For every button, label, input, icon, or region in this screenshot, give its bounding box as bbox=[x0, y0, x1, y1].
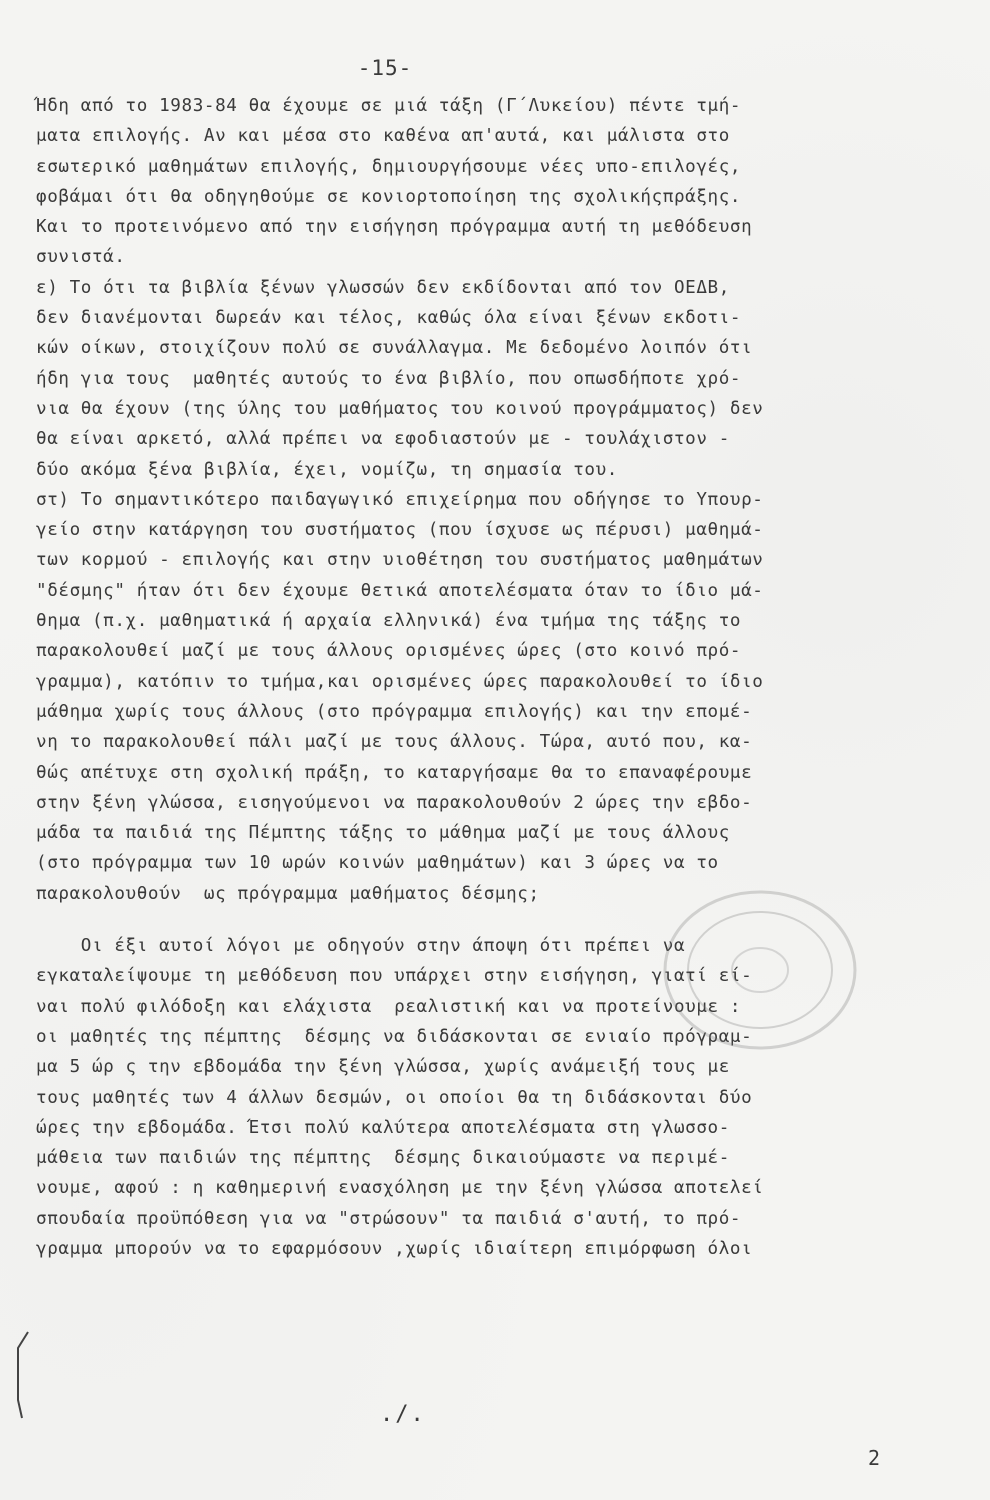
text-line: γείο στην κατάργηση του συστήματος (που ίσχυσε ως πέρυσι) μαθημά- bbox=[36, 520, 764, 541]
text-line: σπουδαία προϋπόθεση για να "στρώσουν" τα παιδιά σ'αυτή, το πρό- bbox=[36, 1208, 742, 1229]
text-line: παρακολουθεί μαζί με τους άλλους ορισμένες ώρες (στο κοινό πρό- bbox=[36, 641, 742, 662]
body-text bbox=[36, 91, 941, 1264]
margin-mark-icon bbox=[10, 1330, 34, 1420]
text-line: νουμε, αφού : η καθημερινή ενασχόληση με την ξένη γλώσσα αποτελεί bbox=[36, 1178, 764, 1199]
text-line: κών οίκων, στοιχίζουν πολύ σε συνάλλαγμα. Με δεδομένο λοιπόν ότι bbox=[36, 338, 753, 359]
text-line: στην ξένη γλώσσα, εισηγούμενοι να παρακολουθούν 2 ώρες την εβδο- bbox=[36, 792, 753, 813]
text-line: ε) Το ότι τα βιβλία ξένων γλωσσών δεν εκδίδονται από τον ΟΕΔΒ, bbox=[36, 277, 730, 298]
text-line: παρακολουθούν ως πρόγραμμα μαθήματος δέσμης; bbox=[36, 883, 540, 904]
text-line: δύο ακόμα ξένα βιβλία, έχει, νομίζω, τη σημασία του. bbox=[36, 459, 619, 480]
page-number: -15- bbox=[357, 56, 413, 80]
text-line: μα 5 ώρ ς την εβδομάδα την ξένη γλώσσα, χωρίς ανάμειξή τους με bbox=[36, 1057, 730, 1078]
text-line: μάθημα χωρίς τους άλλους (στο πρόγραμμα επιλογής) και την επομέ- bbox=[36, 701, 753, 722]
text-line: οι μαθητές της πέμπτης δέσμης να διδάσκονται σε ενιαίο πρόγραμ- bbox=[36, 1026, 753, 1047]
text-line: "δέσμης" ήταν ότι δεν έχουμε θετικά αποτελέσματα όταν το ίδιο μά- bbox=[36, 580, 764, 601]
sheet-number: 2 bbox=[868, 1446, 883, 1470]
text-line: ώρες την εβδομάδα. Έτσι πολύ καλύτερα αποτελέσματα στη γλωσσο- bbox=[36, 1117, 730, 1138]
text-line: ήδη για τους μαθητές αυτούς το ένα βιβλίο, που οπωσδήποτε χρό- bbox=[36, 368, 742, 389]
text-line: θώς απέτυχε στη σχολική πράξη, το καταργήσαμε θα το επαναφέρουμε bbox=[36, 762, 753, 783]
text-line: (στο πρόγραμμα των 10 ωρών κοινών μαθημάτων) και 3 ώρες να το bbox=[36, 853, 719, 874]
text-line: συνιστά. bbox=[36, 247, 126, 268]
faded-stamp-icon bbox=[650, 880, 870, 1060]
text-line: εσωτερικό μαθημάτων επιλογής, δημιουργήσουμε νέες υπο-επιλογές, bbox=[36, 156, 742, 177]
text-line: νια θα έχουν (της ύλης του μαθήματος του κοινού προγράμματος) δεν bbox=[36, 398, 764, 419]
text-line: εγκαταλείψουμε τη μεθόδευση που υπάρχει στην εισήγηση, γιατί εί- bbox=[36, 966, 753, 987]
text-line: τους μαθητές των 4 άλλων δεσμών, οι οποίοι θα τη διδάσκονται δύο bbox=[36, 1087, 753, 1108]
text-line: μάδα τα παιδιά της Πέμπτης τάξης το μάθημα μαζί με τους άλλους bbox=[36, 823, 730, 844]
text-line: Και το προτεινόμενο από την εισήγηση πρόγραμμα αυτή τη μεθόδευση bbox=[36, 217, 753, 238]
text-line: μάθεια των παιδιών της πέμπτης δέσμης δικαιούμαστε να περιμέ- bbox=[36, 1148, 730, 1169]
continuation-mark: ./. bbox=[380, 1402, 426, 1427]
text-line: στ) Το σημαντικότερο παιδαγωγικό επιχείρημα που οδήγησε το Υπουρ- bbox=[36, 489, 764, 510]
text-line: ματα επιλογής. Αν και μέσα στο καθένα απ'αυτά, και μάλιστα στο bbox=[36, 126, 730, 147]
text-line: των κορμού - επιλογής και στην υιοθέτηση του συστήματος μαθημάτων bbox=[36, 550, 764, 571]
text-line: θα είναι αρκετό, αλλά πρέπει να εφοδιαστούν με - τουλάχιστον - bbox=[36, 429, 730, 450]
text-line: γραμμα), κατόπιν το τμήμα,και ορισμένες ώρες παρακολουθεί το ίδιο bbox=[36, 671, 764, 692]
text-line: δεν διανέμονται δωρεάν και τέλος, καθώς όλα είναι ξένων εκδοτι- bbox=[36, 308, 742, 329]
text-line: θημα (π.χ. μαθηματικά ή αρχαία ελληνικά) ένα τμήμα της τάξης το bbox=[36, 611, 742, 632]
text-line: νη το παρακολουθεί πάλι μαζί με τους άλλους. Τώρα, αυτό που, κα- bbox=[36, 732, 753, 753]
text-line: Οι έξι αυτοί λόγοι με οδηγούν στην άποψη ότι πρέπει να bbox=[36, 936, 686, 957]
text-line: γραμμα μπορούν να το εφαρμόσουν ,χωρίς ιδιαίτερη επιμόρφωση όλοι bbox=[36, 1238, 753, 1259]
text-line: Ήδη από το 1983-84 θα έχουμε σε μιά τάξη (Γ΄Λυκείου) πέντε τμή- bbox=[36, 96, 742, 116]
text-line: ναι πολύ φιλόδοξη και ελάχιστα ρεαλιστική και να προτείνουμε : bbox=[36, 996, 742, 1017]
text-line: φοβάμαι ότι θα οδηγηθούμε σε κονιορτοποίηση της σχολικήςπράξης. bbox=[36, 186, 742, 207]
